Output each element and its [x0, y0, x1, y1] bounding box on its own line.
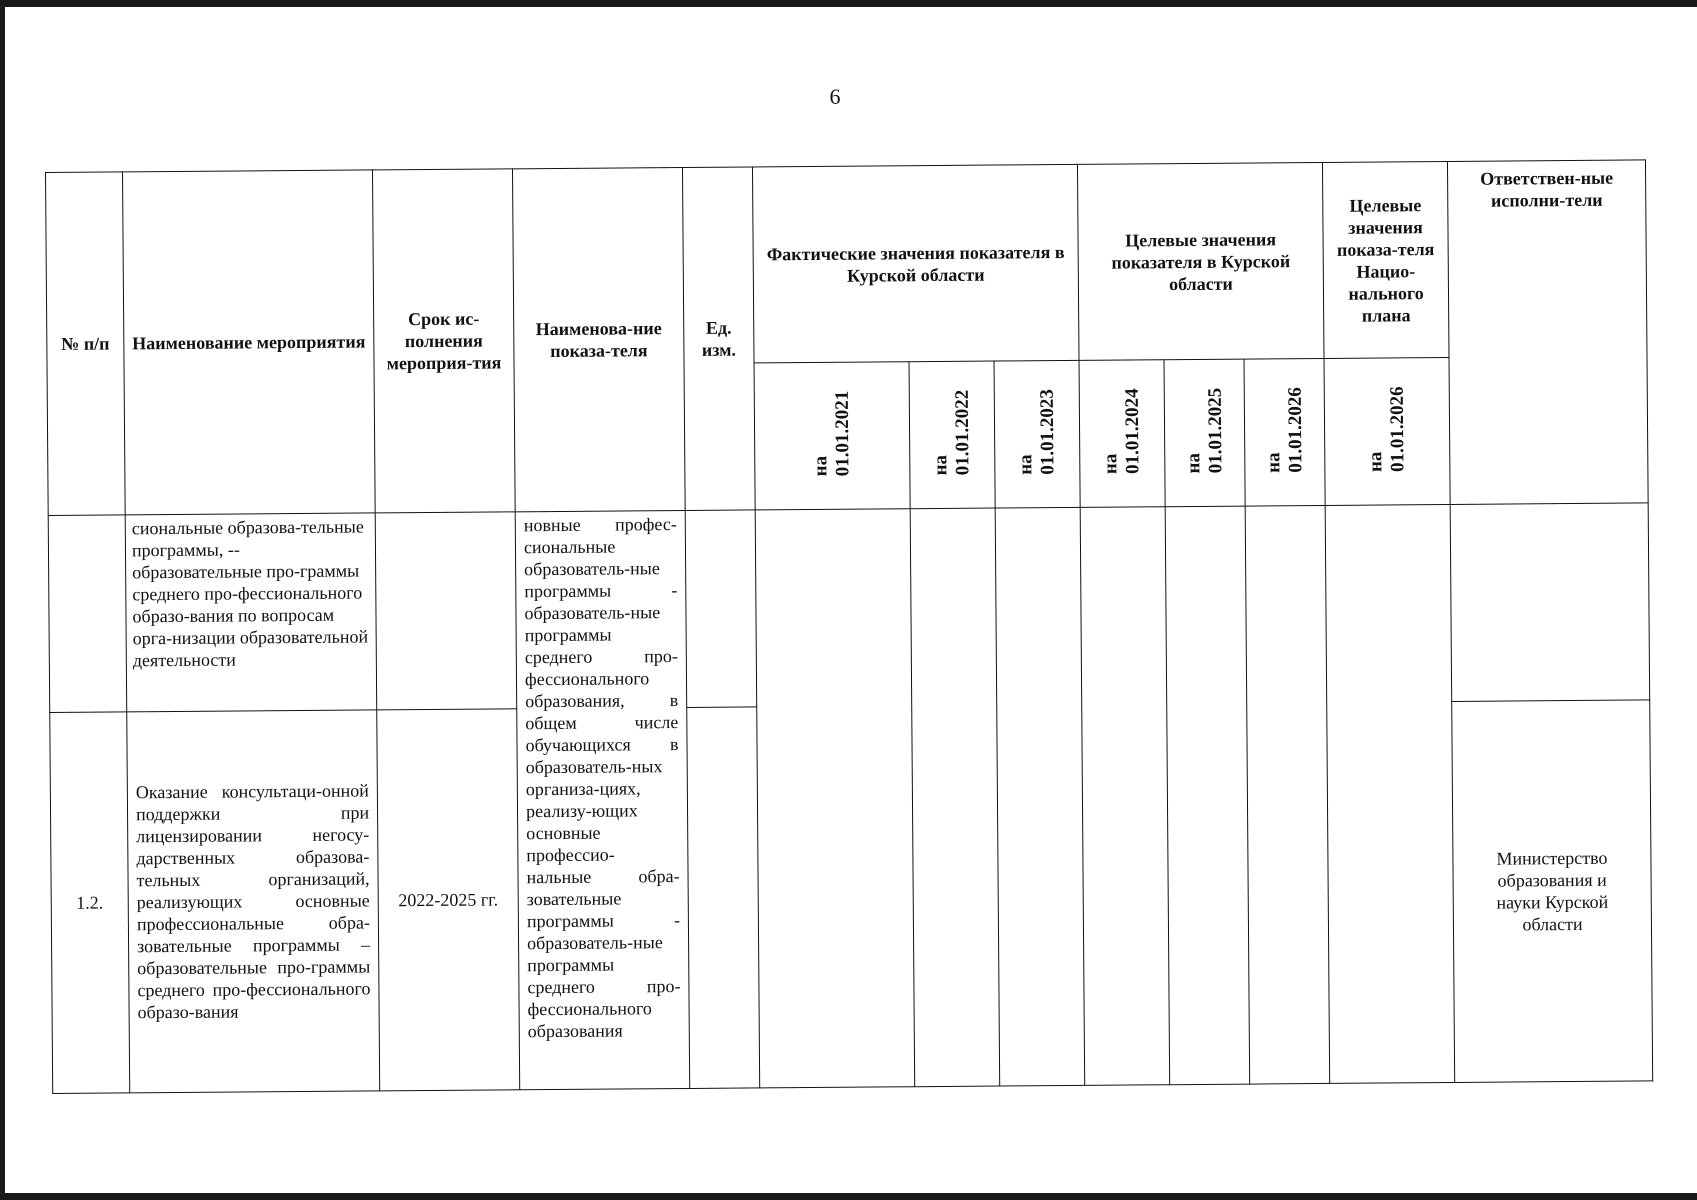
cell-num-1-2: 1.2. [50, 712, 130, 1094]
cell-name-continued: сиональные образова-тельные программы, -- образовательные про-граммы среднего про-фессионального образо-вания по вопросам орга-низации образовательной деятельности [125, 513, 377, 712]
cell-indicator-name: новные профес-сиональные образователь-ные программы - образователь-ные программы среднего про-фессионального образования, в общем числе обучающихся в образователь-ных организа-циях, реализу-ющих основные профессио-нальные обра-зовательные программы - образователь-ные программы среднего про-фессионального образования [515, 510, 690, 1089]
cell-actual-2021 [755, 509, 915, 1088]
cell-unit-1-2 [687, 707, 760, 1089]
header-date-2026-label: на 01.01.2026 [1262, 387, 1306, 473]
cell-num-continued [48, 515, 127, 713]
header-date-2021 [754, 362, 910, 510]
scan-edge-left [0, 0, 5, 1200]
header-actual-values: Фактические значения показателя в Курской области [752, 164, 1079, 363]
scan-edge-bottom [0, 1193, 1697, 1200]
cell-target-2025 [1165, 506, 1250, 1085]
header-date-2023-label: на 01.01.2023 [1015, 389, 1059, 475]
cell-actual-2023 [995, 507, 1085, 1086]
table-row-continued [48, 503, 1650, 713]
cell-unit-continued [685, 510, 757, 708]
cell-responsible-1-2: Министерство образования и науки Курской области [1452, 700, 1653, 1083]
header-date-2023 [994, 361, 1080, 508]
header-national-date-2026-label: на 01.01.2026 [1365, 386, 1409, 473]
cell-responsible-continued [1450, 503, 1650, 702]
cell-actual-2022 [910, 508, 1000, 1087]
scan-edge-top [0, 0, 1697, 7]
header-num: № п/п [46, 172, 126, 516]
header-responsible: Ответствен-ные исполни-тели [1448, 160, 1649, 505]
header-date-2022 [909, 361, 995, 508]
indicators-table [45, 159, 1653, 1094]
cell-term-1-2: 2022-2025 гг. [377, 709, 520, 1091]
header-national-target: Целевые значения показа-теля Нацио-нального плана [1323, 161, 1450, 358]
page-number: 6 [829, 84, 841, 109]
cell-target-2024 [1080, 507, 1170, 1086]
header-date-2024 [1079, 360, 1165, 507]
header-national-date-2026 [1324, 358, 1450, 506]
header-indicator-name: Наименова-ние показа-теля [512, 167, 685, 511]
header-date-2025-label: на 01.01.2025 [1182, 387, 1226, 474]
header-date-2026 [1244, 359, 1325, 506]
header-date-2021-label: на 01.01.2021 [810, 390, 854, 477]
cell-national-2026 [1325, 504, 1455, 1083]
cell-target-2026 [1245, 505, 1330, 1084]
header-date-2024-label: на 01.01.2024 [1100, 388, 1144, 475]
header-row-1 [46, 160, 1648, 369]
header-unit: Ед. изм. [682, 167, 755, 511]
header-target-values: Целевые значения показателя в Курской области [1078, 162, 1325, 360]
header-event-name: Наименование мероприятия [123, 170, 376, 515]
header-date-2025 [1164, 360, 1245, 507]
cell-name-1-2: Оказание консультаци-онной поддержки при лицензировании негосу-дарственных образова-тельных организаций, реализующих основные профессиональные обра-зовательные программы – образовательные про-граммы среднего про-фессионального образо-вания [127, 710, 380, 1093]
cell-term-continued [375, 512, 517, 710]
header-date-2022-label: на 01.01.2022 [930, 389, 974, 476]
header-term: Срок ис-полнения мероприя-тия [372, 169, 515, 513]
